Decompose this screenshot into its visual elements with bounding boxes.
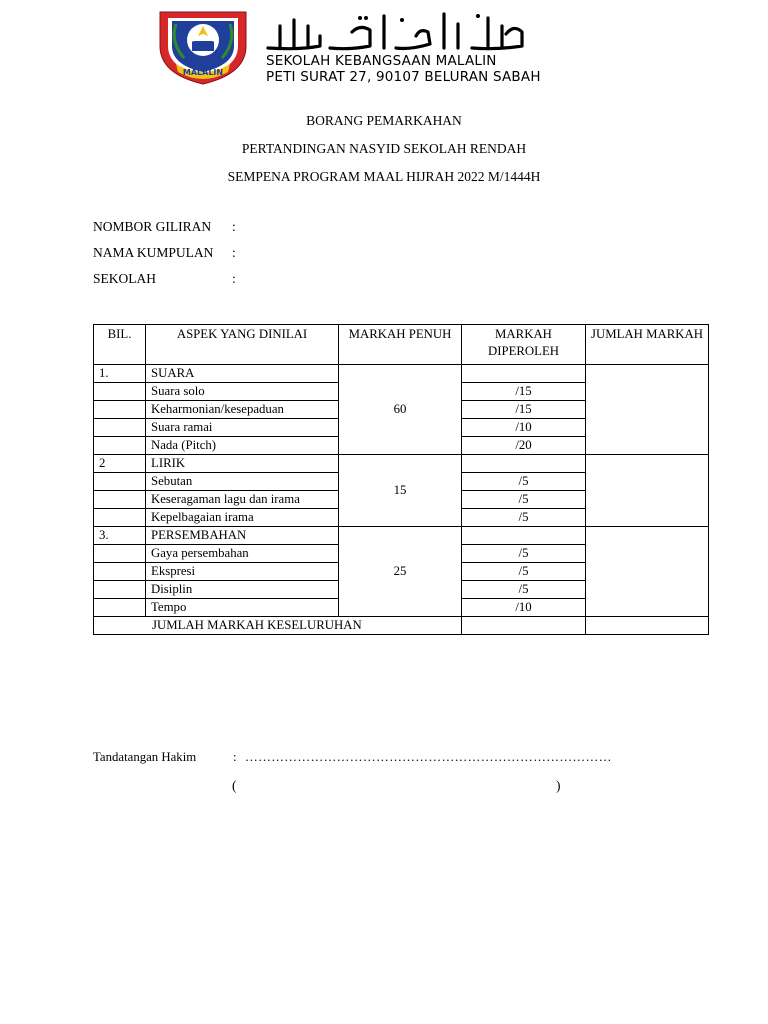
signature-line[interactable]: ………………………………………………………………………… bbox=[245, 750, 612, 764]
diperoleh-cell[interactable]: /15 bbox=[462, 383, 586, 401]
diperoleh-cell[interactable]: /5 bbox=[462, 473, 586, 491]
form-titles bbox=[0, 112, 768, 196]
diperoleh-cell[interactable] bbox=[462, 527, 586, 545]
colon: : bbox=[232, 271, 236, 286]
score-table bbox=[93, 324, 709, 635]
header-bil: BIL. bbox=[94, 325, 146, 365]
colon: : bbox=[232, 219, 236, 234]
section-row bbox=[94, 527, 709, 545]
markah-penuh-cell: 15 bbox=[339, 455, 462, 527]
markah-penuh-cell: 60 bbox=[339, 365, 462, 455]
total-label: JUMLAH MARKAH KESELURUHAN bbox=[94, 617, 462, 635]
school-name: SEKOLAH KEBANGSAAN MALALIN bbox=[266, 53, 497, 69]
aspect-label: Keseragaman lagu dan irama bbox=[146, 491, 339, 509]
diperoleh-cell[interactable]: /10 bbox=[462, 419, 586, 437]
competition-title: PERTANDINGAN NASYID SEKOLAH RENDAH bbox=[241, 141, 527, 156]
diperoleh-cell[interactable]: /5 bbox=[462, 545, 586, 563]
aspect-label: Sebutan bbox=[146, 473, 339, 491]
school-header bbox=[150, 6, 542, 86]
diperoleh-cell[interactable] bbox=[462, 365, 586, 383]
form-title: BORANG PEMARKAHAN bbox=[306, 113, 462, 128]
diperoleh-cell[interactable] bbox=[462, 455, 586, 473]
total-jumlah-cell[interactable] bbox=[586, 617, 709, 635]
aspect-label: Nada (Pitch) bbox=[146, 437, 339, 455]
diperoleh-cell[interactable]: /10 bbox=[462, 599, 586, 617]
jawi-school-name bbox=[260, 6, 530, 56]
name-paren-close: ) bbox=[556, 778, 561, 793]
section-bil: 1. bbox=[94, 365, 146, 383]
aspect-label: Suara ramai bbox=[146, 419, 339, 437]
signature-label: Tandatangan Hakim bbox=[93, 750, 197, 764]
aspect-label: Ekspresi bbox=[146, 563, 339, 581]
aspect-label: Disiplin bbox=[146, 581, 339, 599]
section-title: LIRIK bbox=[146, 455, 339, 473]
jumlah-cell[interactable] bbox=[586, 365, 709, 455]
total-row bbox=[94, 617, 709, 635]
header-aspek: ASPEK YANG DINILAI bbox=[146, 325, 339, 365]
aspect-label: Gaya persembahan bbox=[146, 545, 339, 563]
aspect-label: Keharmonian/kesepaduan bbox=[146, 401, 339, 419]
diperoleh-cell[interactable]: /20 bbox=[462, 437, 586, 455]
nombor-giliran-field bbox=[93, 218, 236, 244]
jumlah-cell[interactable] bbox=[586, 527, 709, 617]
markah-penuh-cell: 25 bbox=[339, 527, 462, 617]
aspect-label: Kepelbagaian irama bbox=[146, 509, 339, 527]
jumlah-cell[interactable] bbox=[586, 455, 709, 527]
aspect-label: Tempo bbox=[146, 599, 339, 617]
diperoleh-cell[interactable]: /15 bbox=[462, 401, 586, 419]
school-crest-logo bbox=[154, 8, 252, 86]
table-header-row bbox=[94, 325, 709, 365]
nama-kumpulan-field bbox=[93, 244, 236, 270]
section-row bbox=[94, 365, 709, 383]
school-address: PETI SURAT 27, 90107 BELURAN SABAH bbox=[266, 69, 541, 85]
entry-info bbox=[93, 218, 236, 296]
nombor-giliran-label: NOMBOR GILIRAN bbox=[93, 219, 212, 234]
section-title: SUARA bbox=[146, 365, 339, 383]
diperoleh-cell[interactable]: /5 bbox=[462, 563, 586, 581]
diperoleh-cell[interactable]: /5 bbox=[462, 581, 586, 599]
section-bil: 3. bbox=[94, 527, 146, 545]
section-title: PERSEMBAHAN bbox=[146, 527, 339, 545]
total-diperoleh-cell[interactable] bbox=[462, 617, 586, 635]
sekolah-field bbox=[93, 270, 236, 296]
diperoleh-cell[interactable]: /5 bbox=[462, 491, 586, 509]
colon: : bbox=[233, 750, 237, 764]
colon: : bbox=[232, 245, 236, 260]
header-markah-penuh: MARKAH PENUH bbox=[339, 325, 462, 365]
sekolah-label: SEKOLAH bbox=[93, 271, 156, 286]
aspect-label: Suara solo bbox=[146, 383, 339, 401]
nama-kumpulan-label: NAMA KUMPULAN bbox=[93, 245, 214, 260]
diperoleh-cell[interactable]: /5 bbox=[462, 509, 586, 527]
header-jumlah-markah: JUMLAH MARKAH bbox=[586, 325, 709, 365]
program-title: SEMPENA PROGRAM MAAL HIJRAH 2022 M/1444H bbox=[227, 169, 541, 184]
name-paren-open: ( bbox=[232, 778, 237, 793]
svg-text:MALALIN: MALALIN bbox=[182, 68, 224, 77]
header-markah-diperoleh: MARKAH DIPEROLEH bbox=[462, 325, 586, 365]
section-bil: 2 bbox=[94, 455, 146, 473]
section-row bbox=[94, 455, 709, 473]
